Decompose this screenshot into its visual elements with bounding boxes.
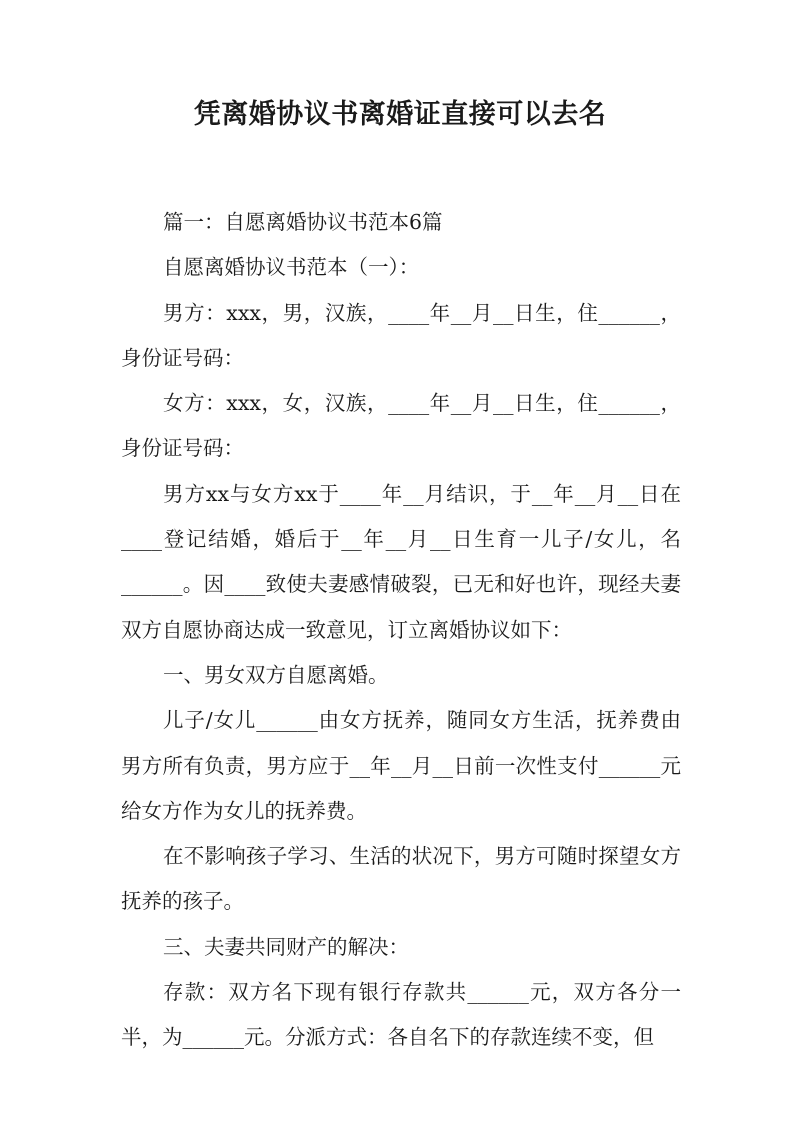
document-title: 凭离婚协议书离婚证直接可以去名 [193,99,607,130]
paragraph-clause-divorce: 一、男女双方自愿离婚。 [163,662,389,687]
paragraph-male-party: 男方：xxx，男，汉族，____年__月__日生，住______，身份证号码： [121,300,681,370]
paragraph-sample-heading: 自愿离婚协议书范本（一）： [163,255,420,280]
paragraph-marriage-background: 男方xx与女方xx于____年__月结识，于__年__月__日在____登记结婚，婚后于__年__月__日生育一儿子/女儿，名______。因____致使夫妻感情破裂，已无和好也许，现经夫妻双方自愿协商达成一致意见，订立离婚协议如下： [121,481,681,642]
paragraph-child-custody: 儿子/女儿______由女方抚养，随同女方生活，抚养费由男方所有负责，男方应于__年__月__日前一次性支付______元给女方作为女儿的抚养费。 [121,708,681,823]
paragraph-visitation: 在不影响孩子学习、生活的状况下，男方可随时探望女方抚养的孩子。 [121,844,681,914]
document-body [121,200,681,1061]
paragraph-savings: 存款：双方名下现有银行存款共______元，双方各分一半，为______元。分派方式：各自名下的存款连续不变，但 [121,980,681,1050]
paragraph-female-party: 女方：xxx，女，汉族，____年__月__日生，住______，身份证号码： [121,391,681,461]
paragraph-section-heading: 篇一：自愿离婚协议书范本6篇 [163,210,443,234]
paragraph-clause-property: 三、夫妻共同财产的解决： [163,934,409,959]
